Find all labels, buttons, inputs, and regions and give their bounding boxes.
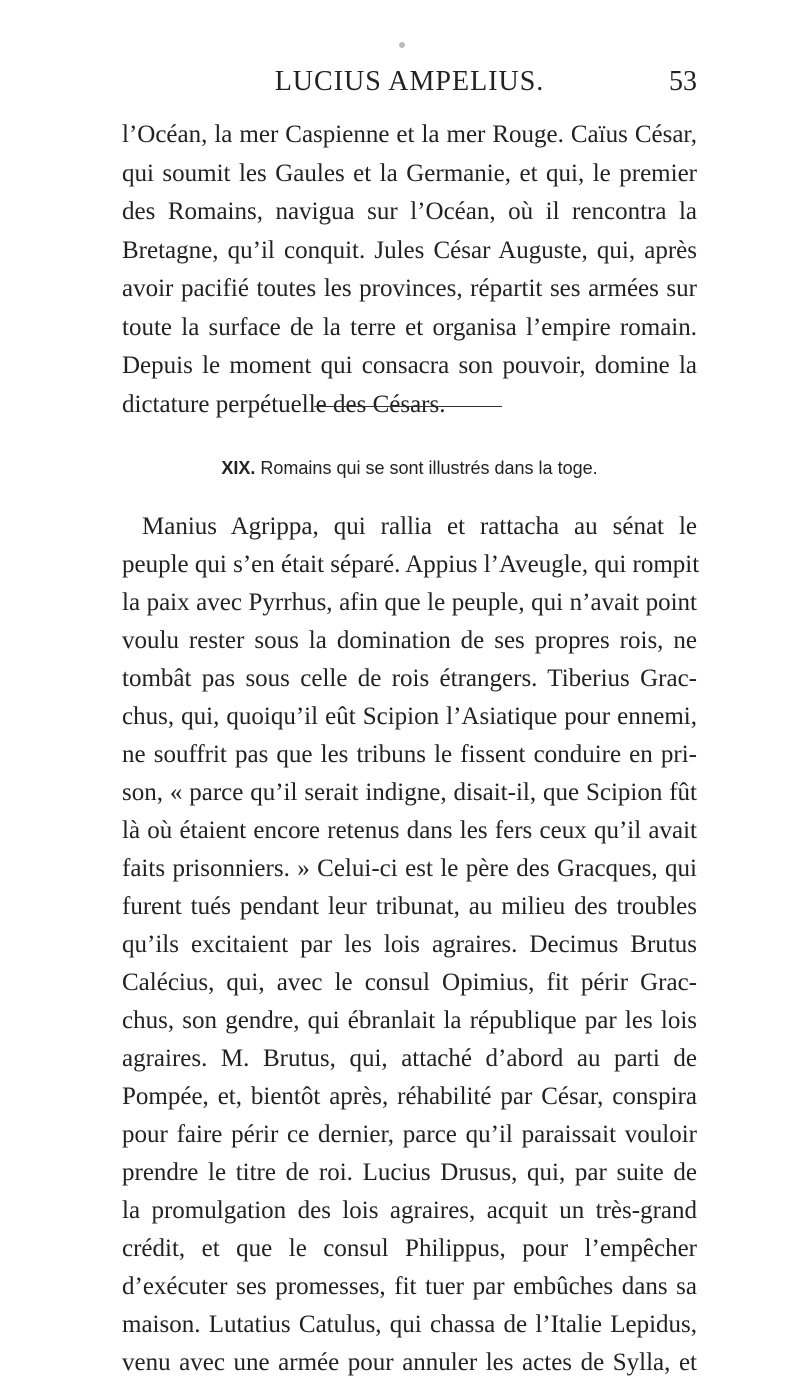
text-line: la paix avec Pyrrhus, afin que le peuple, qui n’avait point: [122, 589, 697, 616]
running-title: LUCIUS AMPELIUS.: [274, 66, 545, 97]
text-line: crédit, et que le consul Philippus, pour l’empêcher: [122, 1235, 697, 1262]
text-line: d’exécuter ses promesses, fit tuer par embûches dans sa: [122, 1273, 697, 1300]
text-line: prendre le titre de roi. Lucius Drusus, qui, par suite de: [122, 1159, 697, 1186]
section-title: Romains qui se sont illustrés dans la toge.: [260, 458, 598, 478]
text-line: chus, qui, quoiqu’il eût Scipion l’Asiatique pour ennemi,: [122, 703, 697, 730]
text-line: peuple qui s’en était séparé. Appius l’Aveugle, qui rompit: [122, 551, 700, 578]
section-heading: [122, 453, 697, 483]
text-line: Calécius, qui, avec le consul Opimius, fit périr Grac-: [122, 969, 697, 996]
text-line: pour faire périr ce dernier, parce qu’il paraissait vouloir: [122, 1121, 697, 1148]
ink-dot: [399, 42, 405, 48]
text-line: des Romains, navigua sur l’Océan, où il rencontra la: [122, 198, 697, 225]
text-line: venu avec une armée pour annuler les actes de Sylla, et: [122, 1349, 697, 1376]
text-line: Bretagne, qu’il conquit. Jules César Auguste, qui, après: [122, 237, 697, 264]
text-line: dictature perpétuelle des Césars.: [122, 391, 446, 418]
text-line: avoir pacifié toutes les provinces, répartit ses armées sur: [122, 275, 697, 302]
text-line: là où étaient encore retenus dans les fers ceux qu’il avait: [122, 817, 697, 844]
text-line: Depuis le moment qui consacra son pouvoir, domine la: [122, 352, 697, 379]
text-line: maison. Lutatius Catulus, qui chassa de l’Italie Lepidus,: [122, 1311, 697, 1338]
text-line: tombât pas sous celle de rois étrangers. Tiberius Grac-: [122, 665, 697, 692]
page-header: [122, 62, 697, 102]
text-line: son, « parce qu’il serait indigne, disait-il, que Scipion fût: [122, 779, 697, 806]
section-number: XIX.: [221, 458, 256, 478]
text-line: la promulgation des lois agraires, acquit un très-grand: [122, 1197, 697, 1224]
text-line: chus, son gendre, qui ébranlait la république par les lois: [122, 1007, 697, 1034]
text-line: l’Océan, la mer Caspienne et la mer Rouge. Caïus César,: [122, 121, 697, 148]
text-line: Manius Agrippa, qui rallia et rattacha au sénat le: [142, 513, 697, 540]
text-line: qui soumit les Gaules et la Germanie, et qui, le premier: [122, 160, 697, 187]
text-line: toute la surface de la terre et organisa l’empire romain.: [122, 314, 697, 341]
text-line: Pompée, et, bientôt après, réhabilité par César, conspira: [122, 1083, 697, 1110]
text-line: ne souffrit pas que les tribuns le fissent conduire en pri-: [122, 741, 697, 768]
page-number: 53: [669, 66, 697, 97]
section-divider: [314, 406, 502, 407]
text-line: faits prisonniers. » Celui-ci est le père des Gracques, qui: [122, 855, 697, 882]
text-line: voulu rester sous la domination de ses propres rois, ne: [122, 627, 697, 654]
text-line: furent tués pendant leur tribunat, au milieu des troubles: [122, 893, 697, 920]
text-line: qu’ils excitaient par les lois agraires. Decimus Brutus: [122, 931, 697, 958]
text-line: agraires. M. Brutus, qui, attaché d’abord au parti de: [122, 1045, 697, 1072]
